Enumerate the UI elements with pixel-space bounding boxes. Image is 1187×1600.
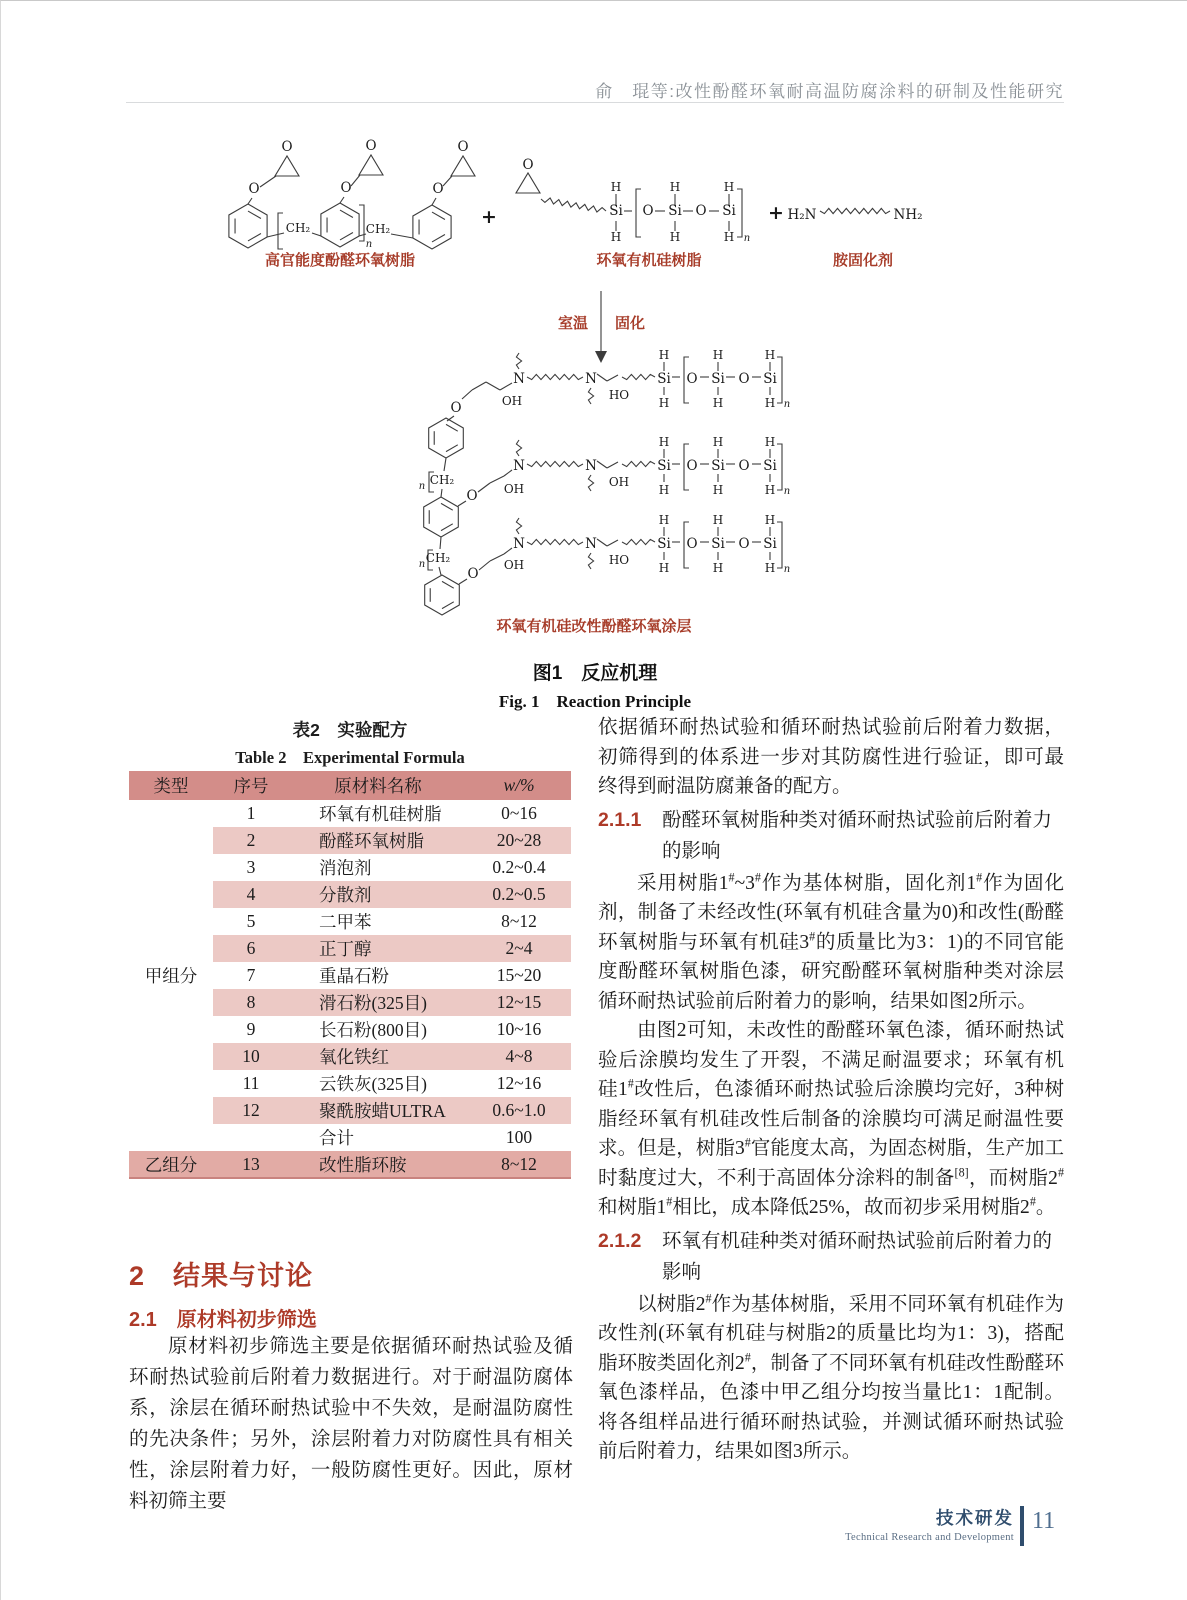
atom-label: N (585, 536, 597, 552)
atom-label: Si (763, 458, 777, 474)
row-w: 0~16 (501, 803, 537, 823)
atom-label: H (712, 348, 724, 362)
row-w: 8~12 (501, 911, 537, 931)
figure-red-label: 高官能度酚醛环氧树脂 (264, 251, 416, 269)
atom-label: N (513, 536, 525, 552)
bond-line (458, 501, 466, 506)
bond-line (391, 234, 413, 238)
benzene-inner-bond (441, 503, 453, 510)
row-no: 13 (213, 1151, 289, 1178)
atom-label: H (658, 396, 670, 410)
row-name: 云铁灰(325目) (319, 1074, 427, 1094)
running-head-title: 俞 琨等:改性酚醛环氧耐高温防腐涂料的研制及性能研究 (595, 82, 1064, 101)
row-w: 0.2~0.5 (467, 881, 571, 908)
section-2-1-heading: 2.1 原材料初步筛选 (129, 1309, 317, 1331)
right-column (598, 713, 1064, 1467)
atom-label: H (658, 483, 670, 497)
row-name: 消泡剂 (319, 858, 372, 878)
bond-line (597, 461, 607, 468)
section-number: 2.1.2 (598, 1229, 642, 1252)
row-no: 8 (213, 989, 289, 1016)
bond-line (478, 483, 490, 492)
row-name: 正丁醇 (289, 935, 467, 962)
atom-label: Si (711, 536, 725, 552)
zigzag-bond (541, 198, 606, 212)
atom-label: O (686, 536, 698, 552)
bond-line (479, 561, 490, 570)
figure-red-label: 固化 (614, 314, 646, 332)
bond-line (432, 198, 436, 205)
bracket (278, 213, 283, 249)
benzene-inner-bond (441, 524, 453, 531)
group-a-cell: 甲组分 (129, 800, 213, 1151)
atom-label: H (712, 483, 724, 497)
row-no: 11 (242, 1073, 260, 1093)
row-no: 10 (213, 1043, 289, 1070)
row-name: 重晶石粉 (319, 966, 389, 986)
zigzag-bond (588, 475, 593, 491)
row-name: 环氧有机硅树脂 (319, 804, 442, 824)
bond-line (472, 382, 486, 390)
subscript-n: n (783, 564, 791, 575)
row-w: 8~12 (467, 1151, 571, 1178)
zigzag-bond (527, 539, 583, 544)
footer-divider-bar (1020, 1506, 1024, 1546)
bond-line (607, 540, 618, 546)
section-2-1-1-heading (598, 805, 1064, 867)
bond-line (248, 198, 252, 204)
footer-section-en: Technical Research and Development (845, 1532, 1014, 1543)
bond-line (607, 462, 618, 468)
page-number: 11 (1032, 1508, 1056, 1534)
row-name: 分散剂 (289, 881, 467, 908)
atom-label: H (658, 348, 670, 362)
subscript-n: n (743, 233, 751, 244)
atom-label: O (281, 139, 293, 155)
bracket (777, 522, 782, 568)
atom-label: H (669, 230, 681, 244)
bond-line (351, 175, 360, 186)
bond-line (462, 390, 472, 399)
benzene-inner-bond (446, 424, 458, 431)
paragraph: 采用树脂1#~3#作为基体树脂，固化剂1#作为固化剂，制备了未经改性(环氧有机硅含量为0)和改性(酚醛环氧树脂与环氧有机硅3#的质量比为3：1)的不同官能度酚醛环氧树脂色漆，研究酚醛环氧树脂种类对涂层循环耐热试验前后附着力的影响，结果如图2所示。 (598, 870, 1064, 1012)
bond-line (340, 197, 344, 203)
header-rule (126, 102, 1064, 103)
atom-label: Si (657, 371, 671, 387)
atom-label: O (365, 138, 377, 154)
atom-label: OH (503, 558, 525, 572)
atom-label: O (450, 400, 462, 416)
atom-label: O (248, 181, 260, 197)
bracket (737, 189, 742, 237)
subscript-n: n (365, 239, 373, 250)
subscript-n: n (783, 399, 791, 410)
figure-red-label: 环氧有机硅树脂 (596, 251, 702, 269)
group-b-cell: 乙组分 (129, 1151, 213, 1178)
atom-label: Si (711, 371, 725, 387)
atom-label: CH₂ (365, 222, 391, 236)
bond-line (486, 382, 500, 390)
total-value: 100 (505, 1127, 533, 1147)
figure1-caption-zh: 图1 反应机理 (532, 663, 658, 684)
table-row (129, 800, 571, 827)
row-name: 酚醛环氧树脂 (289, 827, 467, 854)
bond-line (504, 470, 512, 476)
atom-label: H (764, 435, 776, 449)
benzene-inner-bond (446, 445, 458, 452)
bond-line (500, 383, 512, 390)
bond-line (597, 539, 607, 546)
atom-label: Si (763, 536, 777, 552)
row-w: 10~16 (496, 1019, 542, 1039)
atom-label: Si (668, 203, 682, 219)
atom-label: N (513, 458, 525, 474)
subscript-n: n (783, 486, 791, 497)
epoxide-ring (451, 156, 475, 176)
bond-line (267, 233, 284, 237)
atom-label: H (764, 483, 776, 497)
paragraph: 以树脂2#作为基体树脂，采用不同环氧有机硅作为改性剂(环氧有机硅与树脂2的质量比均为1：3)，搭配脂环胺类固化剂2#，制备了不同环氧有机硅改性酚醛环氧色漆样品，色漆中甲乙组分均按当量比1：1配制。将各组样品进行循环耐热试验，并测试循环耐热试验前后附着力，结果如图3所示。 (598, 1291, 1064, 1462)
row-no: 2 (213, 827, 289, 854)
bond-line (260, 176, 276, 187)
row-w: 20~28 (467, 827, 571, 854)
atom-label: N (585, 371, 597, 387)
section-title-text: 环氧有机硅种类对循环耐热试验前后附着力的影响 (662, 1230, 1053, 1283)
row-w: 12~16 (496, 1073, 542, 1093)
atom-label: OH (608, 475, 630, 489)
atom-label: H (658, 561, 670, 575)
bracket (777, 357, 782, 403)
atom-label: H (712, 513, 724, 527)
benzene-inner-bond (432, 212, 445, 219)
plus-sign: + (768, 202, 784, 224)
atom-label: CH₂ (285, 221, 311, 235)
bond-line (459, 579, 467, 584)
formula-table (129, 771, 571, 1179)
atom-label: H (610, 180, 622, 194)
section-2-heading: 2 结果与讨论 (129, 1261, 314, 1291)
atom-label: O (642, 203, 654, 219)
figure-red-label: 胺固化剂 (832, 251, 894, 269)
atom-label: O (738, 371, 750, 387)
reaction-scheme-svg (126, 131, 1064, 656)
bond-line (607, 375, 618, 381)
benzene-inner-bond (340, 210, 353, 217)
atom-label: O (695, 203, 707, 219)
benzene-inner-bond (248, 233, 261, 240)
atom-label: H₂N (787, 207, 817, 223)
bond-line (439, 567, 441, 575)
bond-line (490, 476, 504, 483)
bond-line (444, 458, 446, 471)
row-no: 5 (246, 911, 256, 931)
atom-label: O (340, 180, 352, 196)
atom-label: H (610, 230, 622, 244)
atom-label: O (738, 458, 750, 474)
row-no: 6 (213, 935, 289, 962)
atom-label: H (723, 180, 735, 194)
zigzag-bond (516, 518, 521, 534)
total-label: 合计 (319, 1128, 354, 1148)
bond-line (504, 548, 512, 554)
atom-label: CH₂ (425, 551, 451, 565)
atom-label: HO (608, 553, 630, 567)
atom-label: H (712, 561, 724, 575)
figure-red-label: 环氧有机硅改性酚醛环氧涂层 (496, 617, 692, 635)
atom-label: HO (608, 388, 630, 402)
atom-label: H (764, 513, 776, 527)
atom-label: H (669, 180, 681, 194)
atom-label: O (686, 458, 698, 474)
row-no (213, 1124, 289, 1151)
zigzag-bond (622, 539, 655, 544)
row-name: 二甲苯 (319, 912, 372, 932)
section-2-1-2-heading (598, 1226, 1064, 1288)
row-w: 2~4 (467, 935, 571, 962)
row-w: 0.6~1.0 (467, 1097, 571, 1124)
row-no: 3 (246, 857, 256, 877)
zigzag-bond (588, 388, 593, 404)
benzene-inner-bond (248, 211, 261, 218)
atom-label: H (658, 513, 670, 527)
bond-line (440, 537, 441, 549)
row-no: 7 (246, 965, 256, 985)
benzene-inner-bond (340, 232, 353, 239)
figure1-caption-en: Fig. 1 Reaction Principle (498, 692, 692, 711)
row-name: 聚酰胺蜡ULTRA (289, 1097, 467, 1124)
epoxide-ring (275, 156, 299, 176)
paragraph: 依据循环耐热试验和循环耐热试验前后附着力数据，初筛得到的体系进一步对其防腐性进行验证，即可最终得到耐温防腐兼备的配方。 (598, 717, 1064, 797)
atom-label: Si (763, 371, 777, 387)
col-header-no: 序号 (213, 771, 289, 800)
bond-line (312, 233, 321, 236)
paragraph: 由图2可知，未改性的酚醛环氧色漆，循环耐热试验后涂膜均发生了开裂，不满足耐温要求；环氧有机硅1#改性后，色漆循环耐热试验后涂膜均完好，3种树脂经环氧有机硅改性后制备的涂膜均可满足耐温性要求。但是，树脂3#官能度太高，为固态树脂，生产加工时黏度过大，不利于高固体分涂料的制备[8]，而树脂2#和树脂1#相比，成本降低25%，故而初步采用树脂2#。 (598, 1020, 1064, 1218)
col-header-w: w/% (467, 771, 571, 800)
subscript-n: n (418, 559, 426, 570)
col-header-type: 类型 (129, 771, 213, 800)
row-name: 长石粉(800目) (319, 1020, 427, 1040)
zigzag-bond (622, 461, 655, 466)
footer-section-zh: 技术研发 (936, 1508, 1014, 1528)
atom-label: O (467, 566, 479, 582)
epoxide-ring (516, 173, 540, 193)
atom-label: O (457, 139, 469, 155)
atom-label: O (686, 371, 698, 387)
atom-label: H (764, 396, 776, 410)
atom-label: H (764, 561, 776, 575)
atom-label: O (522, 157, 534, 173)
footer-section-label (126, 1505, 1014, 1543)
atom-label: Si (711, 458, 725, 474)
figure-reaction-mechanism (126, 131, 1064, 656)
zigzag-bond (527, 461, 583, 466)
row-name: 滑石粉(325目) (289, 989, 467, 1016)
bracket (777, 444, 782, 490)
row-name: 改性脂环胺 (289, 1151, 467, 1178)
atom-label: N (513, 371, 525, 387)
bond-line (490, 554, 504, 561)
row-no: 9 (246, 1019, 256, 1039)
section-number: 2.1.1 (598, 808, 642, 831)
row-w: 4~8 (467, 1043, 571, 1070)
atom-label: OH (501, 394, 523, 408)
zigzag-bond (516, 353, 521, 369)
table-header-row (129, 771, 571, 800)
arrow-head (595, 351, 607, 363)
row-no: 4 (213, 881, 289, 908)
atom-label: H (712, 435, 724, 449)
figure-red-label: 室温 (557, 314, 589, 332)
atom-label: O (738, 536, 750, 552)
row-no: 1 (246, 803, 256, 823)
atom-label: NH₂ (893, 207, 923, 223)
zigzag-bond (516, 440, 521, 456)
benzene-inner-bond (442, 581, 454, 588)
atom-label: Si (722, 203, 736, 219)
benzene-inner-bond (432, 234, 445, 241)
atom-label: CH₂ (429, 473, 455, 487)
col-header-name: 原材料名称 (289, 771, 467, 800)
epoxide-ring (359, 155, 383, 175)
left-column-paragraph: 原材料初步筛选主要是依据循环耐热试验及循环耐热试验前后附着力数据进行。对于耐温防腐体系，涂层在循环耐热试验中不失效，是耐温防腐性的先决条件；另外，涂层附着力对防腐性具有相关性，涂层附着力好，一般防腐性更好。因此，原材料初筛主要 (129, 1336, 573, 1512)
row-no: 12 (213, 1097, 289, 1124)
subscript-n: n (418, 481, 426, 492)
atom-label: Si (657, 458, 671, 474)
bracket (636, 189, 641, 237)
plus-sign: + (481, 206, 497, 228)
table2-title-en: Table 2 Experimental Formula (235, 748, 465, 767)
table2-title-zh: 表2 实验配方 (292, 720, 408, 740)
group-b-row (129, 1151, 571, 1178)
row-w: 12~15 (467, 989, 571, 1016)
atom-label: H (658, 435, 670, 449)
atom-label: OH (503, 482, 525, 496)
atom-label: Si (657, 536, 671, 552)
atom-label: O (466, 488, 478, 504)
atom-label: Si (609, 203, 623, 219)
benzene-inner-bond (442, 602, 454, 609)
atom-label: H (723, 230, 735, 244)
atom-label: H (712, 396, 724, 410)
row-w: 15~20 (496, 965, 542, 985)
atom-label: O (432, 181, 444, 197)
zigzag-bond (527, 374, 583, 379)
bond-line (597, 374, 607, 381)
atom-label: N (585, 458, 597, 474)
zigzag-bond (622, 374, 655, 379)
zigzag-bond (588, 553, 593, 569)
row-w: 0.2~0.4 (492, 857, 546, 877)
section-title-text: 酚醛环氧树脂种类对循环耐热试验前后附着力的影响 (662, 809, 1053, 862)
row-name: 氧化铁红 (289, 1043, 467, 1070)
bond-line (441, 489, 442, 497)
atom-label: H (764, 348, 776, 362)
zigzag-bond (820, 208, 890, 213)
bond-line (443, 176, 452, 186)
